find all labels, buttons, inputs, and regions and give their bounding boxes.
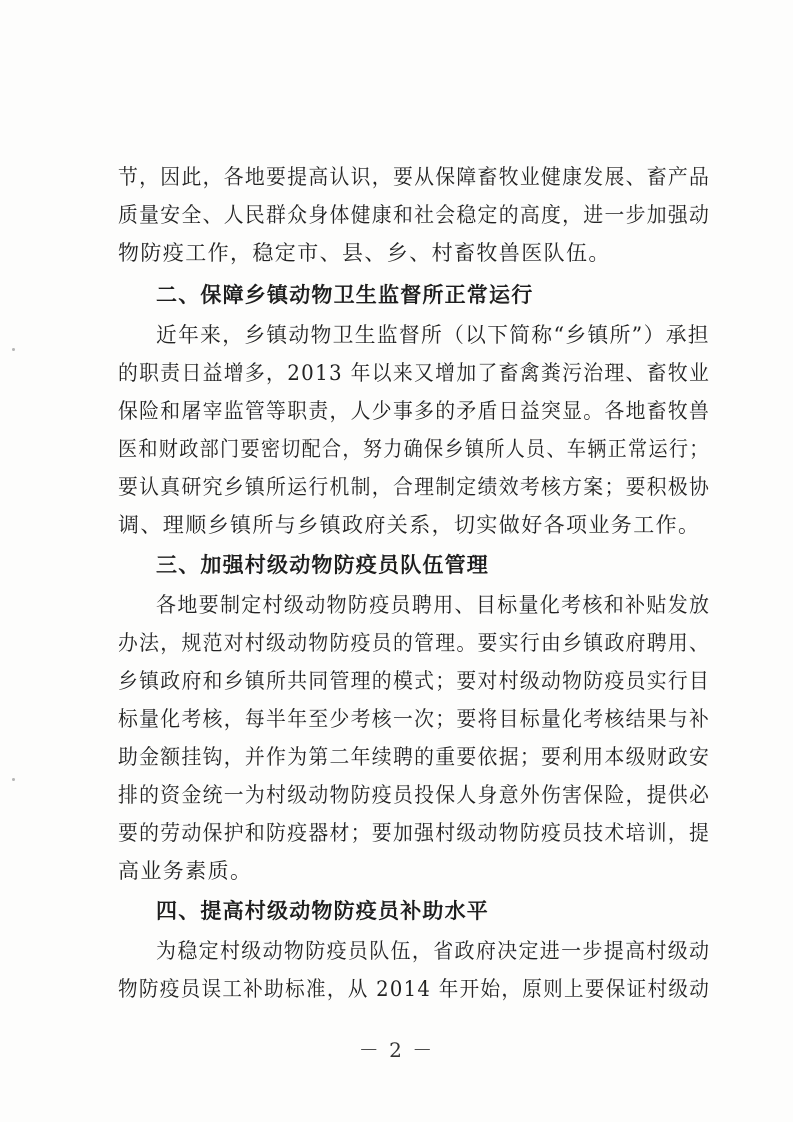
text-line: 要认真研究乡镇所运行机制，合理制定绩效考核方案；要积极协 bbox=[118, 475, 711, 499]
text-line: 各地要制定村级动物防疫员聘用、目标量化考核和补贴发放 bbox=[156, 593, 711, 617]
text-line: 的职责日益增多，2013 年以来又增加了畜禽粪污治理、畜牧业 bbox=[118, 361, 711, 385]
text-line: 要的劳动保护和防疫器材；要加强村级动物防疫员技术培训，提 bbox=[118, 821, 711, 845]
scan-speck bbox=[12, 778, 15, 781]
text-line: 物防疫员误工补助标准，从 2014 年开始，原则上要保证村级动 bbox=[118, 977, 711, 1001]
text-line: 物防疫工作，稳定市、县、乡、村畜牧兽医队伍。 bbox=[118, 241, 611, 265]
text-line: 助金额挂钩，并作为第二年续聘的重要依据；要利用本级财政安 bbox=[118, 745, 711, 769]
section-heading-2: 二、保障乡镇动物卫生监督所正常运行 bbox=[156, 283, 534, 307]
scan-speck bbox=[12, 348, 15, 351]
text-line: 办法，规范对村级动物防疫员的管理。要实行由乡镇政府聘用、 bbox=[118, 631, 711, 655]
text-line: 节，因此，各地要提高认识，要从保障畜牧业健康发展、畜产品 bbox=[118, 165, 711, 189]
section-heading-3: 三、加强村级动物防疫员队伍管理 bbox=[156, 553, 489, 577]
text-line: 为稳定村级动物防疫员队伍，省政府决定进一步提高村级动 bbox=[156, 939, 711, 963]
text-line: 近年来，乡镇动物卫生监督所（以下简称“乡镇所”）承担 bbox=[156, 323, 710, 347]
text-line: 排的资金统一为村级动物防疫员投保人身意外伤害保险，提供必 bbox=[118, 783, 711, 807]
text-line: 调、理顺乡镇所与乡镇政府关系，切实做好各项业务工作。 bbox=[118, 513, 701, 537]
text-line: 高业务素质。 bbox=[118, 859, 253, 883]
text-line: 保险和屠宰监管等职责，人少事多的矛盾日益突显。各地畜牧兽 bbox=[118, 399, 711, 423]
text-line: 标量化考核，每半年至少考核一次；要将目标量化考核结果与补 bbox=[118, 707, 711, 731]
section-heading-4: 四、提高村级动物防疫员补助水平 bbox=[156, 899, 489, 923]
text-line: 乡镇政府和乡镇所共同管理的模式；要对村级动物防疫员实行目 bbox=[118, 669, 711, 693]
text-line: 医和财政部门要密切配合，努力确保乡镇所人员、车辆正常运行； bbox=[118, 437, 710, 461]
text-line: 质量安全、人民群众身体健康和社会稳定的高度，进一步加强动 bbox=[118, 203, 711, 227]
page-number: － 2 － bbox=[358, 1038, 435, 1062]
